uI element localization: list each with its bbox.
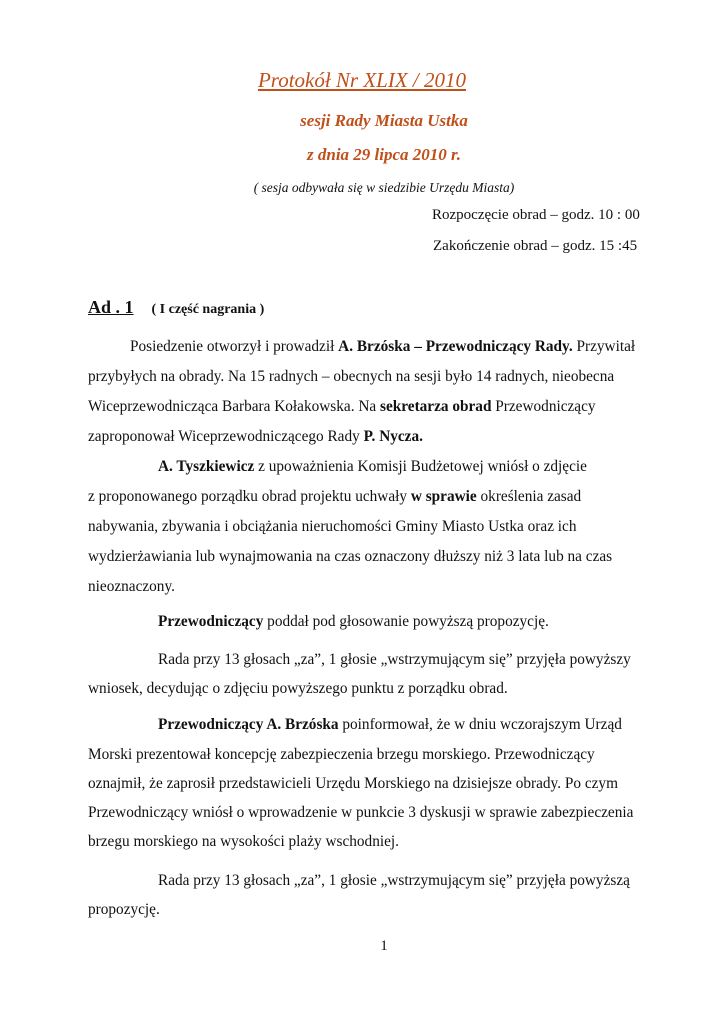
section-subheading: ( I część nagrania ) (151, 302, 265, 317)
body-line-6: z proponowanego porządku obrad projektu uchwały w sprawie określenia zasad (88, 488, 582, 505)
session-location-note: ( sesja odbywała się w siedzibie Urzędu Miasta) (253, 180, 515, 195)
body-line-1: Posiedzenie otworzył i prowadził A. Brzóska – Przewodniczący Rady. Przywitał (130, 338, 636, 355)
body-line-8: wydzierżawiania lub wynajmowania na czas oznaczony dłuższy niż 3 lata lub na czas (88, 548, 613, 565)
body-line-2: przybyłych na obrady. Na 15 radnych – obecnych na sesji było 14 radnych, nieobecna (88, 368, 615, 385)
body-line-16: Przewodniczący wniósł o wprowadzenie w punkcie 3 dyskusji w sprawie zabezpieczenia (88, 804, 634, 821)
body-line-4: zaproponował Wiceprzewodniczącego Rady P. Nycza. (88, 428, 423, 445)
body-line-9: nieoznaczony. (88, 578, 175, 595)
session-subtitle: sesji Rady Miasta Ustka (300, 111, 468, 130)
section-number: Ad . 1 (88, 297, 134, 317)
protocol-title: Protokół Nr XLIX / 2010 (257, 68, 467, 92)
body-line-7: nabywania, zbywania i obciążania nieruchomości Gminy Miasto Ustka oraz ich (88, 518, 577, 535)
page-number: 1 (380, 938, 388, 954)
body-line-10: Przewodniczący poddał pod głosowanie powyższą propozycję. (158, 613, 549, 630)
body-line-5: A. Tyszkiewicz z upoważnienia Komisji Budżetowej wniósł o zdjęcie (158, 458, 587, 475)
body-line-11: Rada przy 13 głosach „za”, 1 głosie „wstrzymującym się” przyjęła powyższy (158, 651, 631, 668)
start-time: Rozpoczęcie obrad – godz. 10 : 00 (432, 207, 640, 223)
body-line-17: brzegu morskiego na wysokości plaży wschodniej. (88, 833, 399, 850)
body-line-13: Przewodniczący A. Brzóska poinformował, że w dniu wczorajszym Urząd (158, 716, 622, 733)
body-line-3: Wiceprzewodnicząca Barbara Kołakowska. Na sekretarza obrad Przewodniczący (88, 398, 596, 415)
body-line-18: Rada przy 13 głosach „za”, 1 głosie „wstrzymującym się” przyjęła powyższą (158, 872, 630, 889)
body-line-19: propozycję. (88, 901, 160, 918)
session-date: z dnia 29 lipca 2010 r. (307, 145, 461, 164)
body-line-12: wniosek, decydując o zdjęciu powyższego punktu z porządku obrad. (88, 680, 508, 697)
end-time: Zakończenie obrad – godz. 15 :45 (433, 238, 638, 254)
body-line-14: Morski prezentował koncepcję zabezpieczenia brzegu morskiego. Przewodniczący (88, 746, 595, 763)
section-heading (88, 297, 264, 318)
body-line-15: oznajmił, że zaprosił przedstawicieli Urzędu Morskiego na dzisiejsze obrady. Po czym (88, 775, 618, 792)
